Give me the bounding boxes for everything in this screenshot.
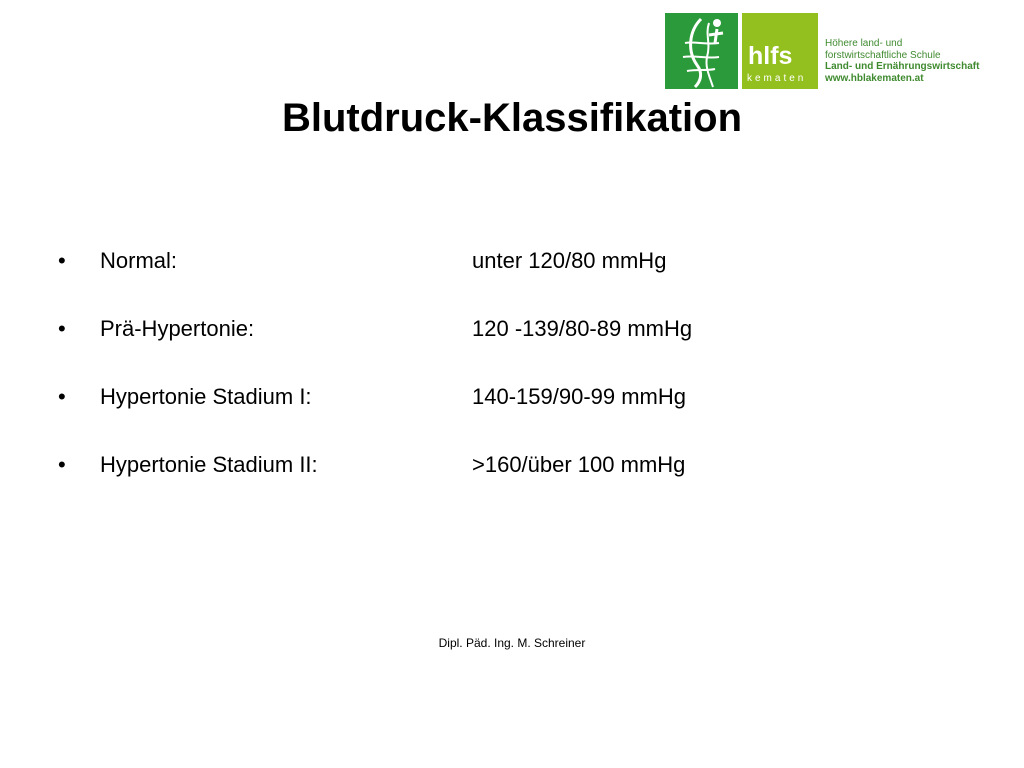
person-wheat-icon bbox=[665, 13, 738, 89]
logo-line-1: Höhere land- und bbox=[825, 38, 903, 49]
list-item bbox=[58, 384, 858, 452]
logo-text bbox=[825, 38, 979, 84]
pressure-value: >160/über 100 mmHg bbox=[472, 452, 686, 477]
logo-brand: hlfs bbox=[748, 42, 793, 70]
category-label: Prä-Hypertonie: bbox=[100, 316, 255, 341]
author-footer: Dipl. Päd. Ing. M. Schreiner bbox=[438, 636, 586, 650]
logo-place: kematen bbox=[747, 73, 807, 84]
logo-emblem bbox=[665, 13, 738, 89]
list-item bbox=[58, 316, 858, 384]
pressure-value: 140-159/90-99 mmHg bbox=[472, 384, 687, 409]
logo-line-3: Land- und Ernährungswirtschaft bbox=[825, 61, 980, 72]
logo-line-2: forstwirtschaftliche Schule bbox=[825, 49, 941, 61]
slide-title: Blutdruck-Klassifikation bbox=[281, 96, 743, 140]
category-label: Normal: bbox=[100, 248, 178, 273]
logo-brand-box bbox=[742, 13, 818, 89]
school-logo bbox=[665, 13, 1020, 89]
logo-url: www.hblakematen.at bbox=[825, 72, 924, 84]
bullet: • bbox=[58, 452, 66, 477]
category-label: Hypertonie Stadium I: bbox=[100, 384, 312, 409]
list-item bbox=[58, 452, 858, 520]
pressure-value: unter 120/80 mmHg bbox=[472, 248, 667, 273]
bullet: • bbox=[58, 384, 66, 409]
bullet: • bbox=[58, 316, 66, 341]
list-item bbox=[58, 248, 858, 316]
category-label: Hypertonie Stadium II: bbox=[100, 452, 318, 477]
classification-list bbox=[58, 248, 858, 520]
pressure-value: 120 -139/80-89 mmHg bbox=[472, 316, 693, 341]
bullet: • bbox=[58, 248, 66, 273]
